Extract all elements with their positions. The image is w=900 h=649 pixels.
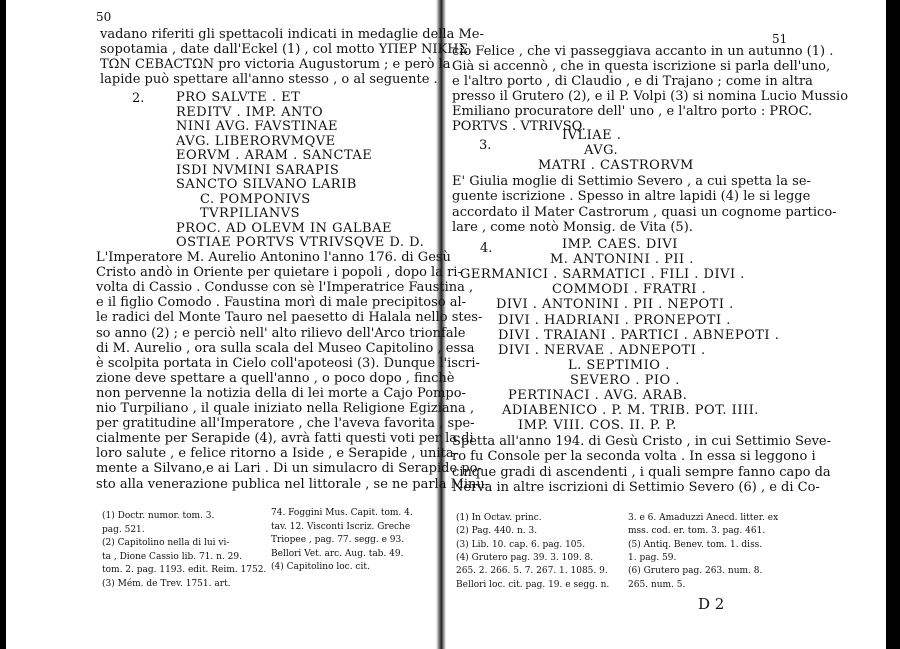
text-line: AVG. (584, 143, 619, 158)
text-line: non pervenne la notizia della di lei morte a Cajo Pompo- (96, 385, 466, 401)
text-line: zione deve spettare a quell'anno , o poco dopo , finchè (96, 370, 455, 386)
text-line: (6) Grutero pag. 263. num. 8. (628, 566, 763, 577)
text-line: cinque gradi di ascendenti , i quali sempre fanno capo da (452, 464, 831, 480)
text-line: è scolpita portata in Cielo coll'apoteosi (3). Dunque l'iscri- (96, 355, 480, 371)
text-line: OSTIAE PORTVS VTRIVSQVE D. D. (176, 235, 425, 250)
text-line: AVG. LIBERORVMQVE (176, 133, 336, 149)
text-line: (1) In Octav. princ. (456, 513, 542, 523)
text-line: guente iscrizione . Spesso in altre lapidi (4) le si legge (452, 189, 811, 205)
left-page (96, 0, 490, 649)
text-line: sopotamia , date dall'Eckel (1) , col motto ΥΠΕΡ ΝΙΚΗΣ (100, 42, 468, 57)
text-line: loro salute , e felice ritorno a Iside , e Serapide , unita- (96, 446, 458, 462)
text-line: pag. 521. (102, 524, 145, 535)
text-line: ro fu Console per la seconda volta . In essa si leggono i (452, 449, 816, 465)
text-line: 3. e 6. Amaduzzi Anecd. litter. ex (628, 513, 779, 523)
text-line: (2) Pag. 440. n. 3. (456, 526, 538, 537)
text-line: e l'altro porto , di Claudio , e di Trajano ; come in altra (452, 74, 813, 89)
text-line: mss. cod. er. tom. 3. pag. 461. (628, 526, 766, 537)
text-line: Spetta all'anno 194. di Gesù Cristo , in cui Settimio Seve- (452, 434, 832, 449)
text-line: mente a Silvano,e ai Lari . Di un simulacro di Serapide po- (96, 461, 482, 477)
text-line: Emiliano procuratore dell' uno , e l'altro porto : PROC. (452, 104, 813, 119)
text-line: di M. Aurelio , ora sulla scala del Museo Capitolino , essa (96, 340, 475, 356)
text-line: IVLIAE . (562, 128, 622, 143)
text-line: sto alla venerazione publica nel littorale , se ne parla Minu- (96, 476, 490, 492)
scan-edge-right (886, 0, 900, 649)
text-line: tav. 12. Visconti Iscriz. Greche (271, 521, 411, 532)
text-line: (2) Capitolino nella di lui vi- (102, 538, 230, 548)
text-line: DIVI . ANTONINI . PII . NEPOTI . (496, 297, 734, 313)
text-line: cio Felice , che vi passeggiava accanto in un autunno (1) . (452, 44, 834, 59)
text-line: (3) Mém. de Trev. 1751. art. (102, 578, 231, 589)
text-line: Triopee , pag. 77. segg. e 93. (271, 535, 405, 545)
text-line: L. SEPTIMIO . (568, 357, 670, 373)
text-line: vadano riferiti gli spettacoli indicati in medaglie della Me- (100, 27, 484, 42)
text-line: (4) Capitolino loc. cit. (271, 562, 370, 572)
text-line: ΤΩΝ CEBACTΩN pro victoria Augustorum ; e però la (100, 57, 451, 72)
signature-mark: D 2 (698, 595, 725, 613)
text-line: REDITV . IMP. ANTO (176, 104, 324, 120)
text-line: PRO SALVTE . ET (176, 90, 301, 105)
text-line: 1. pag. 59. (628, 552, 677, 563)
text-line: IMP. VIII. COS. II. P. P. (518, 418, 677, 434)
text-line: 265. 2. 266. 5. 7. 267. 1. 1085. 9. (456, 566, 608, 577)
inscription-number-4: 4. (480, 241, 493, 256)
text-line: C. POMPONIVS (200, 191, 311, 207)
text-line: EORVM . ARAM . SANCTAE (176, 148, 373, 163)
text-line: tom. 2. pag. 1193. edit. Reim. 1752. (102, 565, 267, 575)
right-page (452, 0, 880, 649)
text-line: ISDI NVMINI SARAPIS (176, 162, 340, 178)
text-line: cialmente per Serapide (4), avrà fatti questi voti per la di (96, 431, 474, 447)
text-line: so anno (2) ; e perciò nell' alto rilievo dell'Arco trionfale (96, 325, 466, 341)
text-line: PORTVS . VTRIVSQ. (452, 119, 586, 134)
text-line: Nerva in altre iscrizioni di Settimio Severo (6) , e di Co- (452, 479, 820, 495)
text-line: TVRPILIANVS (200, 206, 301, 221)
page-number-left: 50 (96, 10, 112, 24)
text-line: le radici del Monte Tauro nel paesetto di Halala nello stes- (96, 310, 483, 326)
text-line: ta , Dione Cassio lib. 71. n. 29. (102, 551, 242, 562)
text-line: volta di Cassio . Condusse con sè l'Imperatrice Faustina , (96, 280, 474, 296)
text-line: DIVI . HADRIANI . PRONEPOTI . (498, 312, 731, 328)
text-line: accordato il Mater Castrorum , quasi un cognome partico- (452, 204, 837, 220)
text-line: NINI AVG. FAVSTINAE (176, 119, 338, 134)
text-line: L'Imperatore M. Aurelio Antonino l'anno 176. di Gesù (96, 250, 451, 265)
text-line: 265. num. 5. (628, 579, 686, 590)
text-line: nio Turpiliano , il quale iniziato nella Religione Egiziana , (96, 401, 475, 416)
text-line: lapide può spettare all'anno stesso , o al seguente . (100, 72, 438, 87)
inscription-number-3: 3. (479, 138, 492, 153)
page-number-right: 51 (772, 32, 788, 46)
text-line: PERTINACI . AVG. ARAB. (508, 388, 688, 403)
text-line: M. ANTONINI . PII . (550, 252, 694, 268)
text-line: (3) Lib. 10. cap. 6. pag. 105. (456, 539, 586, 550)
text-line: E' Giulia moglie di Settimio Severo , a cui spetta la se- (452, 174, 811, 189)
text-line: 74. Foggini Mus. Capit. tom. 4. (271, 508, 413, 518)
text-line: COMMODI . FRATRI . (552, 282, 707, 298)
text-line: presso il Grutero (2), e il P. Volpi (3) si nomina Lucio Mussio (452, 89, 849, 104)
text-line: SEVERO . PIO . (570, 372, 680, 388)
text-line: (1) Doctr. numor. tom. 3. (102, 511, 215, 521)
text-line: lare , come notò Monsig. de Vita (5). (452, 219, 693, 235)
text-line: GERMANICI . SARMATICI . FILI . DIVI . (460, 267, 745, 283)
text-line: IMP. CAES. DIVI (562, 237, 678, 252)
text-line: Bellori Vet. arc. Aug. tab. 49. (271, 548, 404, 559)
scan-edge-left (0, 0, 6, 649)
text-line: (4) Grutero pag. 39. 3. 109. 8. (456, 552, 594, 563)
text-line: Bellori loc. cit. pag. 19. e segg. n. (456, 579, 610, 590)
text-line: MATRI . CASTRORVM (538, 158, 694, 173)
text-line: (5) Antiq. Benev. tom. 1. diss. (628, 539, 763, 550)
inscription-number-2: 2. (132, 91, 145, 106)
text-line: DIVI . TRAIANI . PARTICI . ABNEPOTI . (498, 327, 780, 343)
text-line: SANCTO SILVANO LARIB (176, 177, 357, 192)
text-line: PROC. AD OLEVM IN GALBAE (176, 220, 392, 236)
text-line: Già si accennò , che in questa iscrizione si parla dell'uno, (452, 59, 831, 74)
text-line: Cristo andò in Oriente per quietare i popoli , dopo la ri- (96, 265, 462, 281)
text-line: ADIABENICO . P. M. TRIB. POT. IIII. (502, 403, 759, 419)
text-line: e il figlio Comodo . Faustina morì di male precipitoso al- (96, 295, 467, 311)
text-line: DIVI . NERVAE . ADNEPOTI . (498, 342, 706, 358)
text-line: per gratitudine all'Imperatore , che l'aveva favorita , spe- (96, 416, 475, 432)
